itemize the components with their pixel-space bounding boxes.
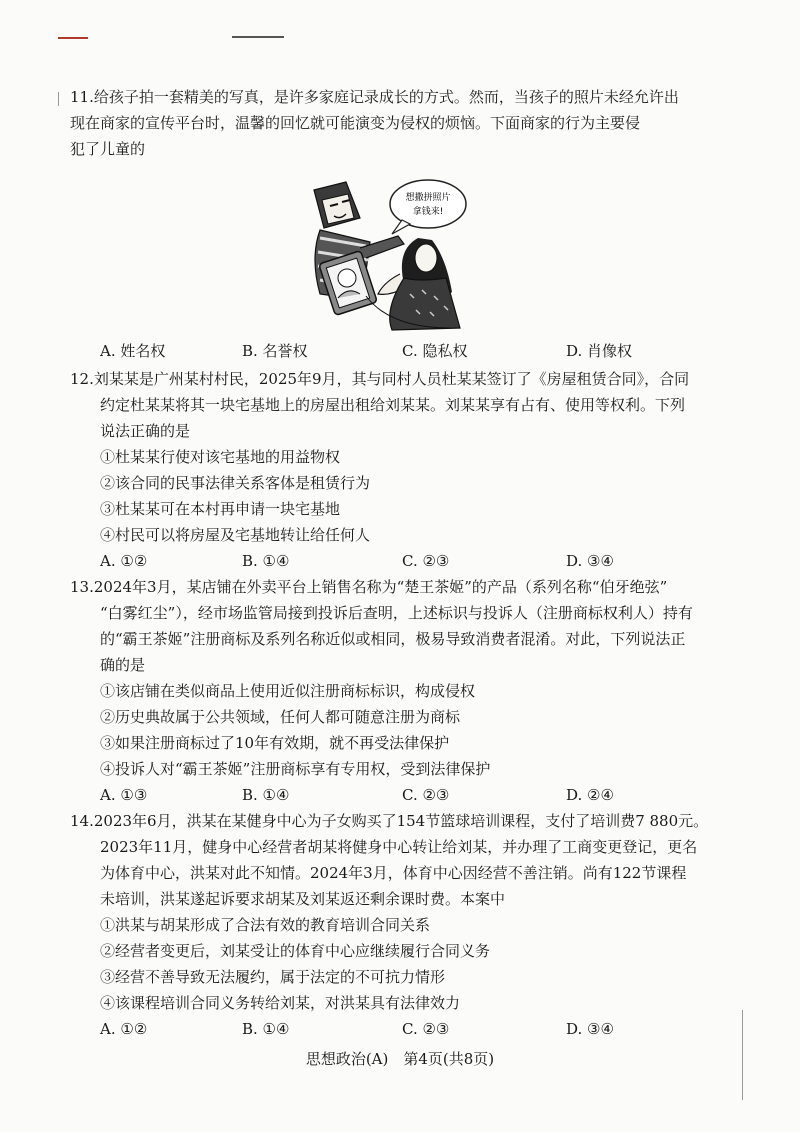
q14-statement: ①洪某与胡某形成了合法有效的教育培训合同关系: [100, 916, 431, 934]
scan-mark-red: [58, 37, 88, 39]
q12-statement: ③杜某某可在本村再申请一块宅基地: [100, 500, 341, 518]
q12-option-d[interactable]: D. ③④: [566, 552, 614, 570]
q13-statement: ④投诉人对“霸王茶姬”注册商标享有专用权，受到法律保护: [100, 760, 491, 778]
q13-statement: ①该店铺在类似商品上使用近似注册商标标识，构成侵权: [100, 682, 476, 700]
q12-stem-line: 12.刘某某是广州某村村民，2025年9月，其与同村人员杜某某签订了《房屋租赁合同》，合同: [70, 370, 690, 388]
q13-stem-line: 的“霸王茶姬”注册商标及系列名称近似或相同，极易导致消费者混淆。对此，下列说法正: [100, 630, 686, 648]
question-13: [70, 574, 720, 808]
q14-option-c[interactable]: C. ②③: [402, 1020, 450, 1038]
bubble-text-line: 想撒拼照片: [405, 193, 451, 203]
q11-option-d[interactable]: D. 肖像权: [566, 342, 633, 360]
q12-stem-line: 约定杜某某将其一块宅基地上的房屋出租给刘某某。刘某某享有占有、使用等权利。下列: [100, 396, 686, 414]
q12-statement: ①杜某某行使对该宅基地的用益物权: [100, 448, 341, 466]
q12-option-c[interactable]: C. ②③: [402, 552, 450, 570]
q12-statement: ④村民可以将房屋及宅基地转让给任何人: [100, 526, 371, 544]
q13-statement: ③如果注册商标过了10年有效期，就不再受法律保护: [100, 734, 450, 752]
q11-options: [70, 338, 720, 364]
q14-stem-line: 2023年11月，健身中心经营者胡某将健身中心转让给刘某，并办理了工商变更登记，更名: [100, 838, 698, 856]
question-11: [70, 84, 720, 162]
scan-mark-dark: [232, 36, 284, 38]
q12-option-b[interactable]: B. ①④: [242, 552, 290, 570]
q13-stem-line: “白雾红尘”），经市场监管局接到投诉后查明，上述标识与投诉人（注册商标权利人）持有: [100, 604, 693, 622]
q12-option-a[interactable]: A. ①②: [100, 552, 148, 570]
q12-statement: ②该合同的民事法律关系客体是租赁行为: [100, 474, 371, 492]
q11-option-c[interactable]: C. 隐私权: [402, 342, 468, 360]
q13-option-a[interactable]: A. ①③: [100, 786, 148, 804]
q11-stem-line: 11.给孩子拍一套精美的写真，是许多家庭记录成长的方式。然而，当孩子的照片未经允许出: [70, 88, 679, 106]
scan-edge-mark: [58, 92, 59, 106]
page-footer: 思想政治(A) 第4页(共8页): [305, 1050, 495, 1068]
q14-statement: ②经营者变更后，刘某受让的体育中心应继续履行合同义务: [100, 942, 491, 960]
q13-stem-line: 确的是: [100, 656, 146, 674]
q13-statement: ②历史典故属于公共领域，任何人都可随意注册为商标: [100, 708, 461, 726]
q11-option-a[interactable]: A. 姓名权: [100, 342, 166, 360]
q11-stem-line: 犯了儿童的: [70, 140, 146, 158]
q13-option-b[interactable]: B. ①④: [242, 786, 290, 804]
q14-options: [70, 1016, 720, 1042]
q14-option-d[interactable]: D. ③④: [566, 1020, 614, 1038]
q14-option-a[interactable]: A. ①②: [100, 1020, 148, 1038]
q14-statement: ③经营不善导致无法履约，属于法定的不可抗力情形: [100, 968, 446, 986]
q14-stem-line: 未培训，洪某遂起诉要求胡某及刘某返还剩余课时费。本案中: [100, 890, 506, 908]
q13-stem-line: 13.2024年3月，某店铺在外卖平台上销售名称为“楚王茶姬”的产品（系列名称“伯牙绝弦”: [70, 578, 668, 596]
q13-options: [70, 782, 720, 808]
q12-options: [70, 548, 720, 574]
question-12: [70, 366, 720, 574]
q13-option-d[interactable]: D. ②④: [566, 786, 614, 804]
q11-option-b[interactable]: B. 名誉权: [242, 342, 308, 360]
q14-stem-line: 14.2023年6月，洪某在某健身中心为子女购买了154节篮球培训课程，支付了培训费7 880元。: [70, 812, 709, 830]
q12-stem-line: 说法正确的是: [100, 422, 191, 440]
question-14: [70, 808, 720, 1042]
q14-statement: ④该课程培训合同义务转给刘某，对洪某具有法律效力: [100, 994, 461, 1012]
q11-stem-line: 现在商家的宣传平台时，温馨的回忆就可能演变为侵权的烦恼。下面商家的行为主要侵: [70, 114, 641, 132]
cartoon-illustration: [300, 178, 472, 336]
q13-option-c[interactable]: C. ②③: [402, 786, 450, 804]
q14-stem-line: 为体育中心，洪某对此不知情。2024年3月，体育中心因经营不善注销。尚有122节课程: [100, 864, 687, 882]
q14-option-b[interactable]: B. ①④: [242, 1020, 290, 1038]
bubble-text-line: 拿钱来!: [412, 207, 444, 217]
